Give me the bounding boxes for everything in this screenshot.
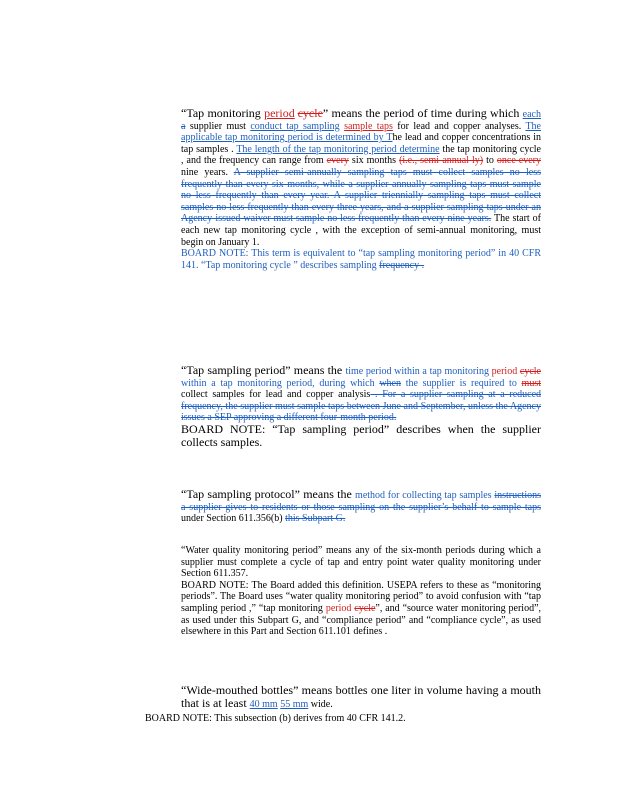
definition-wide-mouthed-bottles [181,685,541,710]
text-run: “Tap sampling protocol” means the [181,487,356,501]
text-run: “Water quality monitoring period” means any of the six-month periods during which a supplier must complete a cycle of tap and entry point water quality monitoring under Section 611.357. [181,545,541,580]
board-note: BOARD NOTE: “Tap sampling period” describes when the supplier collects samples. [181,421,541,449]
deleted-text: instructions a supplier gives to residents or those sampling on the supplier’s behalf to sample taps [181,490,542,513]
deleted-text: once every [496,155,541,167]
inserted-text: period [264,106,295,120]
deleted-text: cycle [354,602,376,614]
text-run: supplier must [185,120,251,132]
text-run: for lead and copper analyses. [392,120,526,132]
text-run: under Section 611.356(b) [181,513,283,525]
text-run: ” means the period of time during which [322,106,523,120]
definition-tap-monitoring-period [181,108,541,271]
deleted-text: cycle [297,106,323,120]
inserted-text: 40 mm [249,698,278,710]
deleted-text: must [521,377,541,389]
deleted-text: this Subpart G. [285,513,346,525]
deleted-text: frequency . [379,259,425,271]
text-run: “Tap sampling period” means the [181,363,346,377]
text-run: “Tap monitoring [181,106,265,120]
deleted-text: (i.e., semi-annual ly) [399,155,484,167]
deleted-text: a [181,120,186,132]
definition-tap-sampling-protocol [181,489,541,525]
text-run: The start of each new tap monitoring cycle , with the exception of semi-annual monitoring, must begin on January 1. [181,213,541,248]
inserted-text: method for collecting tap samples [355,490,492,501]
inserted-text: The applicable tap monitoring period is determined by T [181,120,541,144]
board-note: BOARD NOTE: This term is equivalent to “tap sampling monitoring period” in 40 CFR 141. “Tap monitoring cycle ” describes sampling [181,248,541,271]
text-run: “Wide-mouthed bottles” means bottles one liter in volume having a mouth that is at least [181,683,541,710]
text-run: he lead and copper concentrations in tap samples . [181,132,542,155]
deleted-text: every [326,155,349,167]
inserted-text: period [491,366,518,377]
inserted-text: sample taps [344,120,393,132]
text-run: the tap monitoring cycle , and the frequency can range from [181,143,541,167]
inserted-text: time period within a tap monitoring [345,366,492,377]
final-board-note: BOARD NOTE: This subsection (b) derives from 40 CFR 141.2. [145,713,406,724]
deleted-text: A supplier semi-annually sampling taps must collect samples no less frequently than every six months, while a supplier annually sampling taps must sample no less frequently than every year. A supplier triennially sampling taps must collect samples no less frequently than every three years, and a supplier sampling taps under an Agency-issued waiver must sample no less frequently than every nine years. [181,166,541,225]
inserted-text: within a tap monitoring period, during which [181,377,380,389]
text-run: nine years. [181,166,234,178]
text-run: to [483,155,497,167]
definition-water-quality-monitoring-period [181,545,541,638]
text-run: wide. [308,698,333,710]
definition-tap-sampling-period [181,365,541,449]
inserted-text: the supplier is required to [401,377,522,389]
text-run: collect samples for lead and copper analysis [181,389,371,401]
inserted-text: The length of the tap monitoring period determine [236,143,440,155]
inserted-text: each [522,109,541,120]
inserted-text: 55 mm [280,698,309,710]
inserted-text: period [325,602,352,614]
text-run: six months [348,155,400,167]
deleted-text: . For a supplier sampling at a reduced frequency, the supplier must sample taps between June and September, unless the Agency issues a SEP approving a different four-month period. [181,389,542,424]
text-run: ”, and “source water monitoring period”, as used under this Subpart G, and “compliance period” and “compliance cycle”, as used elsewhere in this Part and Section 611.101 defines . [181,602,542,638]
deleted-text: cycle [519,366,541,377]
inserted-text: conduct tap sampling [250,120,340,132]
board-note: BOARD NOTE: The Board added this definition. USEPA refers to these as “monitoring periods”. The Board uses “water quality monitoring period” to avoid confusion with “tap sampling period ,” “tap monitoring [181,579,541,614]
deleted-text: when [379,377,401,389]
